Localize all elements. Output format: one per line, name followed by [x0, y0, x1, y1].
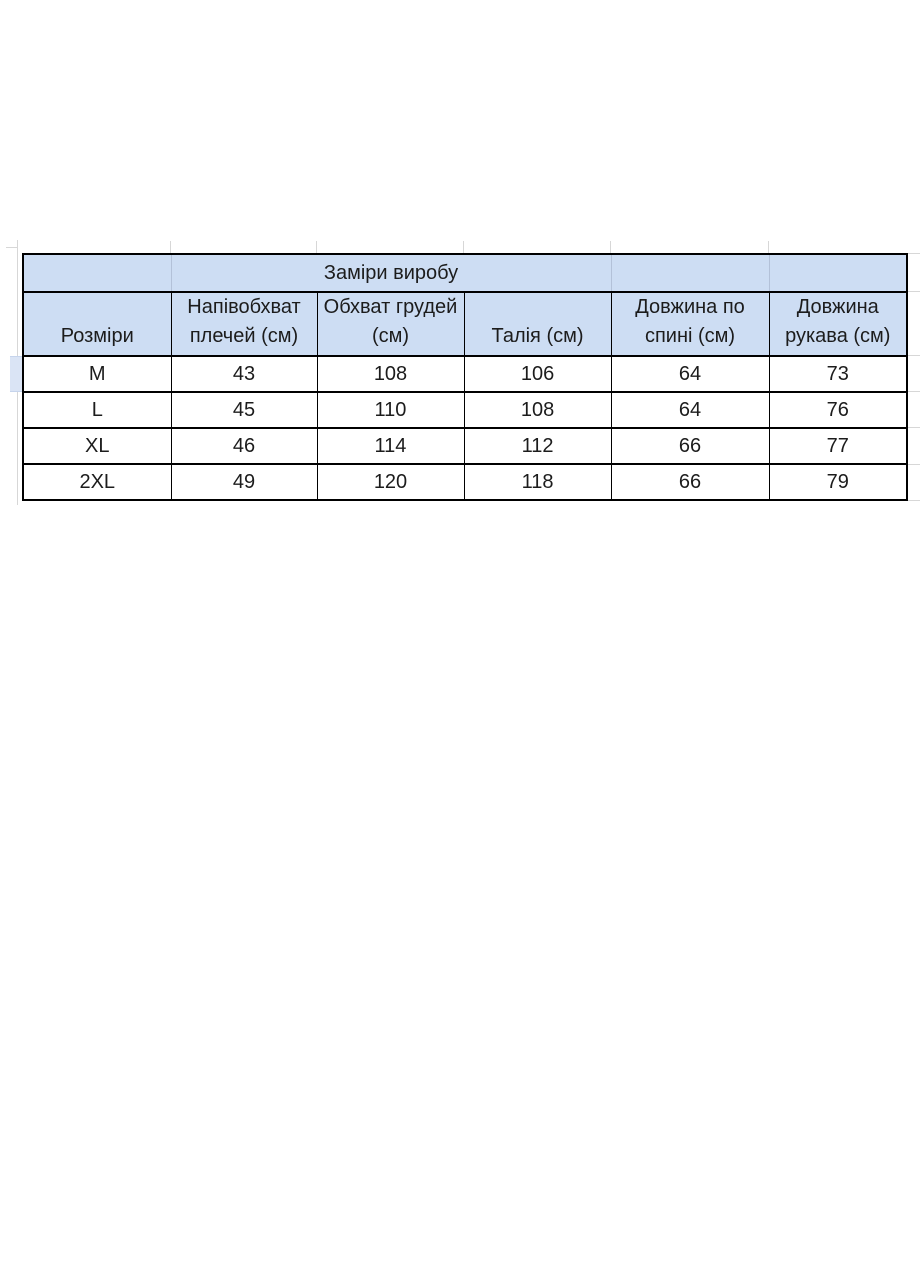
- value-cell: 118: [464, 464, 611, 500]
- value-cell: 106: [464, 356, 611, 392]
- table-header-row: [23, 292, 907, 356]
- title-empty-cell: [769, 254, 907, 292]
- row-highlight-strip: [10, 356, 22, 392]
- header-cell-back-length: Довжина по спині (см): [611, 292, 769, 356]
- size-chart-table: [22, 253, 908, 501]
- title-empty-cell: [611, 254, 769, 292]
- value-cell: 79: [769, 464, 907, 500]
- gridline-top-stub: [610, 241, 611, 253]
- value-cell: 43: [171, 356, 317, 392]
- gridline-top-stub: [170, 241, 171, 253]
- gridline-top-stub: [768, 241, 769, 253]
- value-cell: 120: [317, 464, 464, 500]
- header-cell-shoulder: Напівобхват плечей (см): [171, 292, 317, 356]
- value-cell: 46: [171, 428, 317, 464]
- value-cell: 77: [769, 428, 907, 464]
- size-cell: XL: [23, 428, 171, 464]
- value-cell: 49: [171, 464, 317, 500]
- gridline-right-stub: [906, 391, 920, 392]
- gridline-right-stub: [906, 427, 920, 428]
- gridline-top-stub: [463, 241, 464, 253]
- table-row: [23, 392, 907, 428]
- value-cell: 66: [611, 428, 769, 464]
- value-cell: 108: [317, 356, 464, 392]
- size-cell: L: [23, 392, 171, 428]
- gridline-right-stub: [906, 500, 920, 501]
- size-cell: 2XL: [23, 464, 171, 500]
- value-cell: 76: [769, 392, 907, 428]
- value-cell: 64: [611, 356, 769, 392]
- gridline-right-stub: [906, 355, 920, 356]
- value-cell: 64: [611, 392, 769, 428]
- header-cell-sleeve-length: Довжина рукава (см): [769, 292, 907, 356]
- header-cell-waist: Талія (см): [464, 292, 611, 356]
- gridline-right-stub: [906, 253, 920, 254]
- gridline-right-stub: [906, 291, 920, 292]
- value-cell: 110: [317, 392, 464, 428]
- value-cell: 73: [769, 356, 907, 392]
- value-cell: 45: [171, 392, 317, 428]
- header-cell-chest: Обхват грудей (см): [317, 292, 464, 356]
- value-cell: 114: [317, 428, 464, 464]
- gridline-top-stub: [316, 241, 317, 253]
- gridline-left-stub: [6, 247, 17, 248]
- value-cell: 112: [464, 428, 611, 464]
- table-title: Заміри виробу: [171, 254, 611, 292]
- table-row: [23, 464, 907, 500]
- value-cell: 108: [464, 392, 611, 428]
- header-cell-size: Розміри: [23, 292, 171, 356]
- table-row: [23, 428, 907, 464]
- title-empty-cell: [23, 254, 171, 292]
- table-row: [23, 356, 907, 392]
- gridline-right-stub: [906, 464, 920, 465]
- value-cell: 66: [611, 464, 769, 500]
- size-cell: M: [23, 356, 171, 392]
- table-title-row: [23, 254, 907, 292]
